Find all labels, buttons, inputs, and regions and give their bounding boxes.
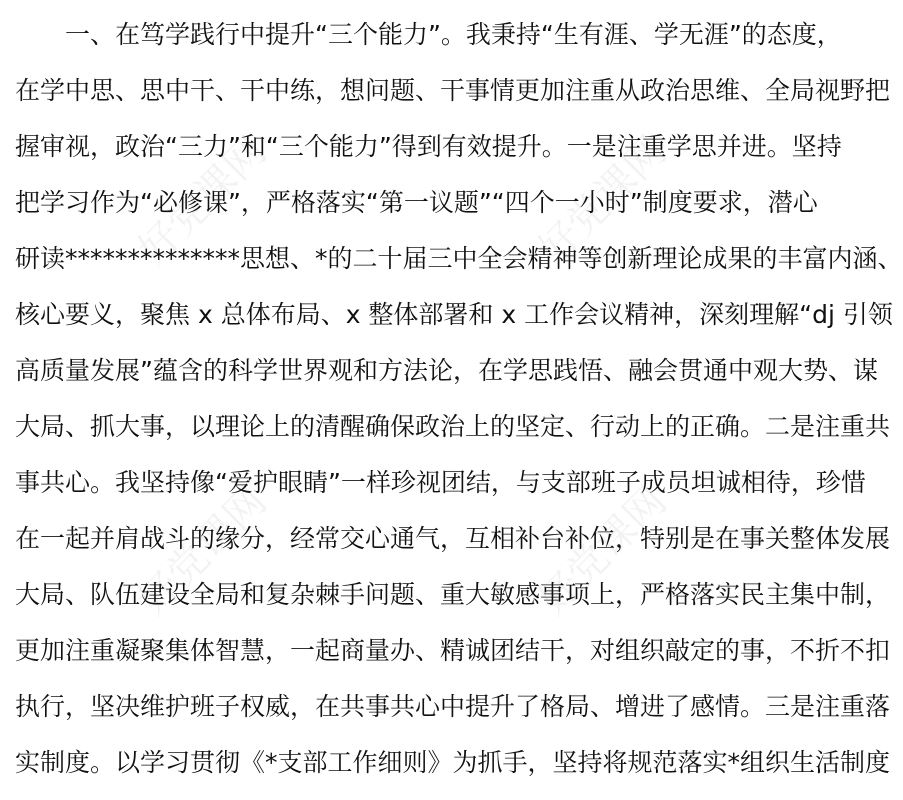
paragraph-line: 大局、队伍建设全局和复杂棘手问题、重大敏感事项上，严格落实民主集中制， <box>15 580 891 609</box>
paragraph-line: 核心要义，聚焦 x 总体布局、x 整体部署和 x 工作会议精神，深刻理解“dj 引领 <box>15 300 893 329</box>
paragraph-line: 实制度。以学习贯彻《*支部工作细则》为抓手，坚持将规范落实*组织生活制度 <box>15 748 891 777</box>
watermark: 好党课网 <box>129 128 276 274</box>
paragraph-line: 更加注重凝聚集体智慧，一起商量办、精诚团结干，对组织敲定的事，不折不扣 <box>15 636 891 665</box>
watermark: 好党课网 <box>529 478 676 624</box>
document-body <box>15 7 903 791</box>
paragraph-line: 事共心。我坚持像“爱护眼睛”一样珍视团结，与支部班子成员坦诚相待，珍惜 <box>15 468 866 497</box>
paragraph-line: 把学习作为“必修课”，严格落实“第一议题”“四个一小时”制度要求，潜心 <box>15 188 818 217</box>
paragraph-line: 执行，坚决维护班子权威，在共事共心中提升了格局、增进了感情。三是注重落 <box>15 692 891 721</box>
paragraph-line: 研读**************思想、*的二十届三中全会精神等创新理论成果的丰富内涵、 <box>15 244 903 273</box>
paragraph-line: 一、在笃学践行中提升“三个能力”。我秉持“生有涯、学无涯”的态度， <box>65 20 842 49</box>
paragraph-line: 在学中思、思中干、干中练，想问题、干事情更加注重从政治思维、全局视野把 <box>15 76 891 105</box>
paragraph-line: 握审视，政治“三力”和“三个能力”得到有效提升。一是注重学思并进。坚持 <box>15 132 842 161</box>
paragraph-line: 大局、抓大事，以理论上的清醒确保政治上的坚定、行动上的正确。二是注重共 <box>15 412 891 441</box>
watermark: 好党课网 <box>529 128 676 274</box>
paragraph-line: 高质量发展”蕴含的科学世界观和方法论，在学思践悟、融会贯通中观大势、谋 <box>15 356 878 385</box>
paragraph-line: 在一起并肩战斗的缘分，经常交心通气，互相补台补位，特别是在事关整体发展 <box>15 524 891 553</box>
watermark: 好党课网 <box>129 478 276 624</box>
